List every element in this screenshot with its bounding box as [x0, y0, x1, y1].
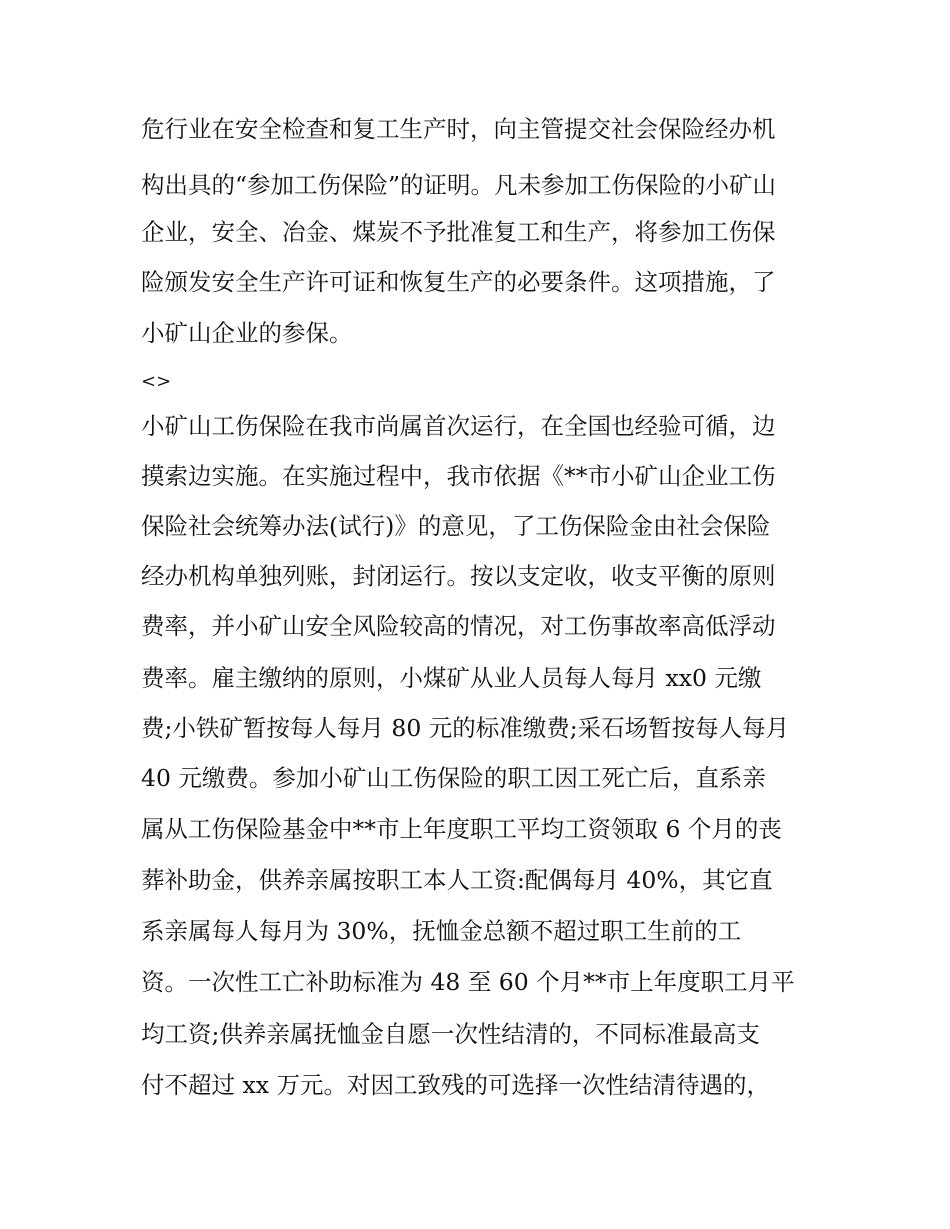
- paragraph-2-line-13: 均工资;供养亲属抚恤金自愿一次性结清的，不同标准最高支: [141, 1020, 760, 1048]
- paragraph-2-line-5: 费率，并小矿山安全风险较高的情况，对工伤事故率高低浮动: [141, 612, 776, 640]
- paragraph-1-line-2: 构出具的“参加工伤保险”的证明。凡未参加工伤保险的小矿山: [141, 171, 777, 199]
- paragraph-2-line-11: 系亲属每人每月为 30%，抚恤金总额不超过职工生前的工: [141, 917, 742, 945]
- paragraph-1-line-3: 企业，安全、冶金、煤炭不予批准复工和生产，将参加工伤保: [141, 218, 776, 246]
- paragraph-2-line-6: 费率。雇主缴纳的原则，小煤矿从业人员每人每月 xx0 元缴: [141, 664, 762, 692]
- paragraph-2-line-3: 保险社会统筹办法(试行)》的意见，了工伤保险金由社会保险: [141, 512, 771, 540]
- paragraph-1-line-4: 险颁发安全生产许可证和恢复生产的必要条件。这项措施，了: [141, 268, 776, 296]
- paragraph-2-line-10: 葬补助金，供养亲属按职工本人工资:配偶每月 40%，其它直: [141, 866, 773, 894]
- paragraph-2-line-8: 40 元缴费。参加小矿山工伤保险的职工因工死亡后，直系亲: [141, 764, 766, 792]
- paragraph-1-line-1: 危行业在安全检查和复工生产时，向主管提交社会保险经办机: [141, 115, 776, 143]
- paragraph-2-line-12: 资。一次性工亡补助标准为 48 至 60 个月**市上年度职工月平: [141, 968, 795, 996]
- paragraph-2-line-2: 摸索边实施。在实施过程中，我市依据《**市小矿山企业工伤: [141, 462, 776, 490]
- paragraph-1-line-5: 小矿山企业的参保。: [141, 319, 353, 347]
- section-separator: <>: [141, 371, 172, 392]
- paragraph-2-line-4: 经办机构单独列账，封闭运行。按以支定收，收支平衡的原则: [141, 562, 776, 590]
- paragraph-2-line-1: 小矿山工伤保险在我市尚属首次运行，在全国也经验可循，边: [141, 412, 776, 440]
- paragraph-2-line-14: 付不超过 xx 万元。对因工致残的可选择一次性结清待遇的，: [141, 1071, 770, 1099]
- paragraph-2-line-9: 属从工伤保险基金中**市上年度职工平均工资领取 6 个月的丧: [141, 815, 782, 843]
- paragraph-2-line-7: 费;小铁矿暂按每人每月 80 元的标准缴费;采石场暂按每人每月: [141, 714, 790, 742]
